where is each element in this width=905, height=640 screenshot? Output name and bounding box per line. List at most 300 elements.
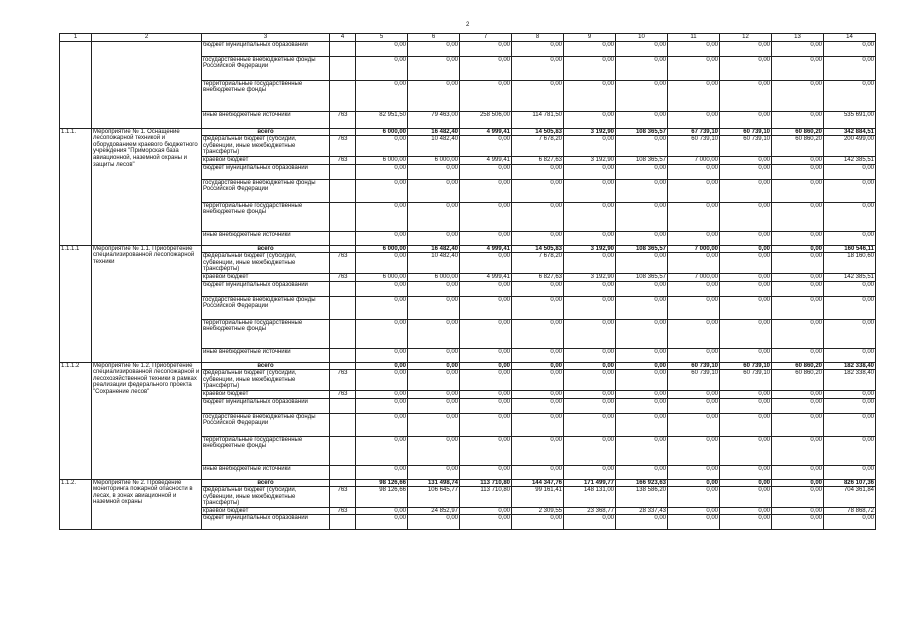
value-cell: 6 000,00 xyxy=(356,245,408,253)
value-cell: 16 482,40 xyxy=(408,128,460,136)
value-cell: 0,00 xyxy=(564,319,616,348)
value-cell: 0,00 xyxy=(356,348,408,362)
funding-source-cell: иные внебюджетные источники xyxy=(202,231,330,245)
value-cell: 0,00 xyxy=(460,515,512,530)
code-cell xyxy=(330,319,356,348)
column-number-cell: 7 xyxy=(460,34,512,42)
value-cell: 0,00 xyxy=(772,164,824,179)
value-cell: 0,00 xyxy=(356,179,408,202)
value-cell: 0,00 xyxy=(512,231,564,245)
value-cell: 14 505,83 xyxy=(512,245,564,253)
activity-name-cell: Мероприятие № 1. Оснащение лесопожарной техникой и оборудованием краевого бюджетного учреждения "Приморская база авиационной, наземной охраны и защиты лесов" xyxy=(92,128,202,245)
value-cell: 0,00 xyxy=(408,319,460,348)
value-cell: 28 337,43 xyxy=(616,507,668,515)
value-cell: 0,00 xyxy=(720,245,772,253)
value-cell: 0,00 xyxy=(356,507,408,515)
value-cell: 0,00 xyxy=(668,413,720,436)
activity-number-cell: 1.1.1. xyxy=(60,128,92,245)
value-cell: 60 860,20 xyxy=(772,128,824,136)
value-cell: 0,00 xyxy=(460,348,512,362)
table-row xyxy=(60,362,876,370)
value-cell: 0,00 xyxy=(408,296,460,319)
funding-source-cell: бюджет муниципальных образований xyxy=(202,164,330,179)
value-cell: 60 739,10 xyxy=(720,362,772,370)
funding-source-cell: всего xyxy=(202,245,330,253)
value-cell: 0,00 xyxy=(668,56,720,80)
activity-number-cell: 1.1.1.2 xyxy=(60,362,92,479)
value-cell: 0,00 xyxy=(668,390,720,398)
value-cell: 0,00 xyxy=(356,164,408,179)
funding-source-cell: бюджет муниципальных образований xyxy=(202,41,330,56)
value-cell: 0,00 xyxy=(564,164,616,179)
funding-source-cell: федеральный бюджет (субсидии, субвенции, иные межбюджетные трансферты) xyxy=(202,136,330,157)
value-cell: 535 691,00 xyxy=(824,111,876,128)
value-cell: 0,00 xyxy=(460,136,512,157)
value-cell: 14 505,83 xyxy=(512,128,564,136)
value-cell: 0,00 xyxy=(564,41,616,56)
funding-source-cell: федеральный бюджет (субсидии, субвенции, иные межбюджетные трансферты) xyxy=(202,253,330,274)
value-cell: 138 586,20 xyxy=(616,487,668,508)
value-cell: 0,00 xyxy=(772,245,824,253)
code-cell: 763 xyxy=(330,507,356,515)
value-cell: 0,00 xyxy=(356,413,408,436)
value-cell: 0,00 xyxy=(772,348,824,362)
value-cell: 0,00 xyxy=(356,56,408,80)
value-cell: 0,00 xyxy=(668,202,720,231)
value-cell: 0,00 xyxy=(824,413,876,436)
value-cell: 0,00 xyxy=(616,136,668,157)
value-cell: 0,00 xyxy=(512,362,564,370)
value-cell: 0,00 xyxy=(356,362,408,370)
value-cell: 0,00 xyxy=(668,436,720,465)
value-cell: 78 868,72 xyxy=(824,507,876,515)
value-cell: 0,00 xyxy=(512,202,564,231)
column-number-cell: 1 xyxy=(60,34,92,42)
value-cell: 0,00 xyxy=(668,296,720,319)
value-cell: 0,00 xyxy=(356,370,408,391)
value-cell: 131 498,74 xyxy=(408,479,460,487)
value-cell: 0,00 xyxy=(512,296,564,319)
value-cell: 60 739,10 xyxy=(668,370,720,391)
value-cell: 0,00 xyxy=(564,465,616,479)
value-cell: 0,00 xyxy=(720,80,772,111)
value-cell: 0,00 xyxy=(616,465,668,479)
value-cell: 0,00 xyxy=(824,56,876,80)
value-cell: 0,00 xyxy=(564,281,616,296)
value-cell: 0,00 xyxy=(720,436,772,465)
value-cell: 0,00 xyxy=(720,479,772,487)
value-cell: 106 645,77 xyxy=(408,487,460,508)
header-row xyxy=(60,34,876,42)
value-cell: 0,00 xyxy=(720,41,772,56)
value-cell: 0,00 xyxy=(772,179,824,202)
activity-name-cell: Мероприятие № 2. Проведение мониторинга пожарной опасности в лесах, в зонах авиационной и наземной охраны xyxy=(92,479,202,530)
value-cell: 342 884,51 xyxy=(824,128,876,136)
value-cell: 0,00 xyxy=(356,296,408,319)
value-cell: 142 385,51 xyxy=(824,156,876,164)
value-cell: 0,00 xyxy=(824,436,876,465)
value-cell: 0,00 xyxy=(616,231,668,245)
value-cell: 82 951,50 xyxy=(356,111,408,128)
code-cell xyxy=(330,436,356,465)
value-cell: 0,00 xyxy=(720,202,772,231)
value-cell: 0,00 xyxy=(668,348,720,362)
table-row xyxy=(60,128,876,136)
code-cell xyxy=(330,413,356,436)
value-cell: 0,00 xyxy=(720,487,772,508)
value-cell: 0,00 xyxy=(616,296,668,319)
value-cell: 0,00 xyxy=(616,80,668,111)
value-cell: 0,00 xyxy=(772,56,824,80)
value-cell: 0,00 xyxy=(720,156,772,164)
value-cell: 2 309,55 xyxy=(512,507,564,515)
funding-source-cell: федеральный бюджет (субсидии, субвенции, иные межбюджетные трансферты) xyxy=(202,370,330,391)
value-cell: 0,00 xyxy=(512,370,564,391)
value-cell: 3 192,90 xyxy=(564,156,616,164)
value-cell: 0,00 xyxy=(668,41,720,56)
value-cell: 16 482,40 xyxy=(408,245,460,253)
value-cell: 0,00 xyxy=(668,111,720,128)
value-cell: 0,00 xyxy=(720,111,772,128)
value-cell: 0,00 xyxy=(564,56,616,80)
funding-source-cell: территориальные государственные внебюджетные фонды xyxy=(202,80,330,111)
value-cell: 0,00 xyxy=(356,41,408,56)
value-cell: 4 999,41 xyxy=(460,128,512,136)
value-cell: 0,00 xyxy=(772,80,824,111)
code-cell xyxy=(330,80,356,111)
value-cell: 0,00 xyxy=(824,41,876,56)
value-cell: 0,00 xyxy=(512,515,564,530)
value-cell: 0,00 xyxy=(512,179,564,202)
value-cell: 0,00 xyxy=(824,390,876,398)
value-cell: 0,00 xyxy=(356,202,408,231)
value-cell: 0,00 xyxy=(668,515,720,530)
value-cell: 0,00 xyxy=(616,436,668,465)
value-cell: 0,00 xyxy=(824,398,876,413)
activity-name-cell: Мероприятие № 1.1. Приобретение специализированной лесопожарной техники xyxy=(92,245,202,362)
value-cell: 0,00 xyxy=(512,348,564,362)
value-cell: 60 739,10 xyxy=(720,128,772,136)
value-cell: 0,00 xyxy=(408,413,460,436)
value-cell: 0,00 xyxy=(772,253,824,274)
value-cell: 0,00 xyxy=(408,179,460,202)
value-cell: 113 710,80 xyxy=(460,487,512,508)
value-cell: 0,00 xyxy=(616,253,668,274)
value-cell: 0,00 xyxy=(668,164,720,179)
column-number-cell: 9 xyxy=(564,34,616,42)
table-row xyxy=(60,479,876,487)
activity-number-cell: 1.1.1.1 xyxy=(60,245,92,362)
value-cell: 0,00 xyxy=(408,56,460,80)
value-cell: 0,00 xyxy=(616,515,668,530)
value-cell: 0,00 xyxy=(564,398,616,413)
funding-source-cell: государственные внебюджетные фонды Российской Федерации xyxy=(202,413,330,436)
table-row xyxy=(60,41,876,56)
value-cell: 0,00 xyxy=(616,370,668,391)
value-cell: 166 923,63 xyxy=(616,479,668,487)
value-cell: 79 463,00 xyxy=(408,111,460,128)
value-cell: 0,00 xyxy=(616,281,668,296)
value-cell: 108 365,57 xyxy=(616,128,668,136)
code-cell xyxy=(330,179,356,202)
value-cell: 0,00 xyxy=(616,164,668,179)
value-cell: 0,00 xyxy=(720,398,772,413)
value-cell: 0,00 xyxy=(408,202,460,231)
funding-source-cell: всего xyxy=(202,128,330,136)
value-cell: 108 365,57 xyxy=(616,156,668,164)
value-cell: 0,00 xyxy=(824,296,876,319)
value-cell: 0,00 xyxy=(564,202,616,231)
value-cell: 60 739,10 xyxy=(668,362,720,370)
value-cell: 60 739,10 xyxy=(668,136,720,157)
value-cell: 171 499,77 xyxy=(564,479,616,487)
value-cell: 0,00 xyxy=(668,253,720,274)
value-cell: 0,00 xyxy=(668,231,720,245)
value-cell: 0,00 xyxy=(460,390,512,398)
value-cell: 0,00 xyxy=(408,465,460,479)
value-cell: 0,00 xyxy=(616,56,668,80)
funding-source-cell: бюджет муниципальных образований xyxy=(202,515,330,530)
code-cell xyxy=(330,164,356,179)
value-cell: 0,00 xyxy=(720,465,772,479)
value-cell: 0,00 xyxy=(512,56,564,80)
value-cell: 7 678,20 xyxy=(512,253,564,274)
code-cell xyxy=(330,128,356,136)
value-cell: 0,00 xyxy=(356,465,408,479)
value-cell: 0,00 xyxy=(668,507,720,515)
value-cell: 0,00 xyxy=(460,80,512,111)
funding-source-cell: краевой бюджет xyxy=(202,390,330,398)
value-cell: 60 739,10 xyxy=(720,136,772,157)
value-cell: 0,00 xyxy=(824,80,876,111)
value-cell: 0,00 xyxy=(408,41,460,56)
code-cell: 763 xyxy=(330,156,356,164)
value-cell: 0,00 xyxy=(772,515,824,530)
value-cell: 0,00 xyxy=(460,436,512,465)
value-cell: 7 678,20 xyxy=(512,136,564,157)
value-cell: 0,00 xyxy=(564,390,616,398)
code-cell: 763 xyxy=(330,111,356,128)
value-cell: 0,00 xyxy=(668,179,720,202)
value-cell: 258 506,00 xyxy=(460,111,512,128)
value-cell: 99 161,41 xyxy=(512,487,564,508)
value-cell: 6 000,00 xyxy=(408,156,460,164)
code-cell xyxy=(330,281,356,296)
value-cell: 4 999,41 xyxy=(460,273,512,281)
value-cell: 113 710,80 xyxy=(460,479,512,487)
code-cell xyxy=(330,398,356,413)
funding-source-cell: всего xyxy=(202,362,330,370)
column-number-cell: 12 xyxy=(720,34,772,42)
value-cell: 0,00 xyxy=(460,319,512,348)
value-cell: 0,00 xyxy=(564,362,616,370)
value-cell: 0,00 xyxy=(512,390,564,398)
value-cell: 0,00 xyxy=(616,319,668,348)
value-cell: 3 192,90 xyxy=(564,128,616,136)
value-cell: 0,00 xyxy=(408,436,460,465)
value-cell: 0,00 xyxy=(408,348,460,362)
value-cell: 108 365,57 xyxy=(616,273,668,281)
funding-source-cell: краевой бюджет xyxy=(202,156,330,164)
value-cell: 0,00 xyxy=(824,319,876,348)
value-cell: 0,00 xyxy=(824,164,876,179)
value-cell: 0,00 xyxy=(460,398,512,413)
value-cell: 0,00 xyxy=(668,465,720,479)
value-cell: 0,00 xyxy=(720,164,772,179)
value-cell: 3 192,90 xyxy=(564,273,616,281)
funding-source-cell: краевой бюджет xyxy=(202,273,330,281)
value-cell: 0,00 xyxy=(772,436,824,465)
funding-source-cell: иные внебюджетные источники xyxy=(202,465,330,479)
value-cell: 114 781,50 xyxy=(512,111,564,128)
value-cell: 0,00 xyxy=(356,80,408,111)
value-cell: 0,00 xyxy=(824,465,876,479)
value-cell: 826 107,36 xyxy=(824,479,876,487)
value-cell: 0,00 xyxy=(616,398,668,413)
table-row xyxy=(60,245,876,253)
value-cell: 0,00 xyxy=(772,507,824,515)
code-cell xyxy=(330,231,356,245)
value-cell: 0,00 xyxy=(720,273,772,281)
value-cell: 0,00 xyxy=(668,398,720,413)
value-cell: 0,00 xyxy=(720,413,772,436)
value-cell: 0,00 xyxy=(824,281,876,296)
code-cell: 763 xyxy=(330,487,356,508)
value-cell: 67 739,10 xyxy=(668,128,720,136)
value-cell: 0,00 xyxy=(720,390,772,398)
value-cell: 0,00 xyxy=(616,413,668,436)
code-cell xyxy=(330,479,356,487)
funding-source-cell: территориальные государственные внебюджетные фонды xyxy=(202,319,330,348)
value-cell: 0,00 xyxy=(408,362,460,370)
value-cell: 0,00 xyxy=(668,487,720,508)
value-cell: 0,00 xyxy=(460,413,512,436)
value-cell: 0,00 xyxy=(772,273,824,281)
value-cell: 10 482,40 xyxy=(408,136,460,157)
value-cell: 0,00 xyxy=(616,362,668,370)
value-cell: 0,00 xyxy=(408,515,460,530)
column-number-cell: 8 xyxy=(512,34,564,42)
value-cell: 0,00 xyxy=(824,515,876,530)
number-cell xyxy=(60,41,92,128)
funding-source-cell: бюджет муниципальных образований xyxy=(202,398,330,413)
value-cell: 7 000,00 xyxy=(668,156,720,164)
activity-name-cell xyxy=(92,41,202,128)
funding-source-cell: федеральный бюджет (субсидии, субвенции, иные межбюджетные трансферты) xyxy=(202,487,330,508)
value-cell: 0,00 xyxy=(772,281,824,296)
value-cell: 200 499,00 xyxy=(824,136,876,157)
value-cell: 0,00 xyxy=(512,413,564,436)
value-cell: 0,00 xyxy=(772,202,824,231)
value-cell: 0,00 xyxy=(824,348,876,362)
value-cell: 0,00 xyxy=(616,41,668,56)
value-cell: 0,00 xyxy=(512,398,564,413)
column-number-cell: 3 xyxy=(202,34,330,42)
value-cell: 0,00 xyxy=(460,164,512,179)
value-cell: 0,00 xyxy=(512,436,564,465)
code-cell xyxy=(330,348,356,362)
value-cell: 6 000,00 xyxy=(408,273,460,281)
value-cell: 0,00 xyxy=(824,179,876,202)
funding-source-cell: государственные внебюджетные фонды Российской Федерации xyxy=(202,179,330,202)
value-cell: 0,00 xyxy=(356,515,408,530)
value-cell: 6 000,00 xyxy=(356,156,408,164)
value-cell: 0,00 xyxy=(356,231,408,245)
value-cell: 0,00 xyxy=(720,507,772,515)
value-cell: 0,00 xyxy=(460,296,512,319)
code-cell xyxy=(330,202,356,231)
value-cell: 0,00 xyxy=(356,319,408,348)
value-cell: 0,00 xyxy=(720,231,772,245)
value-cell: 0,00 xyxy=(356,398,408,413)
value-cell: 0,00 xyxy=(772,231,824,245)
value-cell: 0,00 xyxy=(772,41,824,56)
code-cell xyxy=(330,41,356,56)
value-cell: 0,00 xyxy=(460,179,512,202)
value-cell: 0,00 xyxy=(668,281,720,296)
value-cell: 0,00 xyxy=(512,281,564,296)
value-cell: 0,00 xyxy=(356,281,408,296)
value-cell: 6 827,63 xyxy=(512,273,564,281)
column-number-cell: 13 xyxy=(772,34,824,42)
value-cell: 0,00 xyxy=(356,253,408,274)
value-cell: 60 860,20 xyxy=(772,136,824,157)
value-cell: 0,00 xyxy=(720,319,772,348)
value-cell: 0,00 xyxy=(408,370,460,391)
value-cell: 160 546,11 xyxy=(824,245,876,253)
value-cell: 0,00 xyxy=(720,515,772,530)
value-cell: 0,00 xyxy=(512,164,564,179)
code-cell xyxy=(330,515,356,530)
value-cell: 60 860,20 xyxy=(772,362,824,370)
code-cell xyxy=(330,245,356,253)
funding-source-cell: территориальные государственные внебюджетные фонды xyxy=(202,202,330,231)
code-cell: 763 xyxy=(330,370,356,391)
value-cell: 0,00 xyxy=(668,319,720,348)
funding-source-cell: иные внебюджетные источники xyxy=(202,111,330,128)
column-number-cell: 5 xyxy=(356,34,408,42)
funding-source-cell: иные внебюджетные источники xyxy=(202,348,330,362)
value-cell: 0,00 xyxy=(772,413,824,436)
value-cell: 0,00 xyxy=(824,231,876,245)
value-cell: 24 852,97 xyxy=(408,507,460,515)
value-cell: 0,00 xyxy=(512,41,564,56)
code-cell xyxy=(330,296,356,319)
value-cell: 0,00 xyxy=(564,136,616,157)
value-cell: 0,00 xyxy=(460,465,512,479)
value-cell: 0,00 xyxy=(460,507,512,515)
page-number: 2 xyxy=(466,22,470,28)
value-cell: 0,00 xyxy=(564,253,616,274)
value-cell: 4 999,41 xyxy=(460,245,512,253)
code-cell xyxy=(330,56,356,80)
value-cell: 0,00 xyxy=(460,56,512,80)
value-cell: 0,00 xyxy=(564,413,616,436)
value-cell: 0,00 xyxy=(668,479,720,487)
value-cell: 6 000,00 xyxy=(356,273,408,281)
value-cell: 0,00 xyxy=(720,296,772,319)
value-cell: 0,00 xyxy=(720,56,772,80)
value-cell: 4 999,41 xyxy=(460,156,512,164)
value-cell: 0,00 xyxy=(564,436,616,465)
value-cell: 0,00 xyxy=(460,41,512,56)
value-cell: 0,00 xyxy=(460,253,512,274)
value-cell: 0,00 xyxy=(512,319,564,348)
value-cell: 0,00 xyxy=(460,362,512,370)
value-cell: 0,00 xyxy=(668,80,720,111)
activity-name-cell: Мероприятие № 1.2. Приобретение специализированной лесопожарной и лесохозяйственной техники в рамках реализации федерального проекта "Сохранение лесов" xyxy=(92,362,202,479)
value-cell: 0,00 xyxy=(720,281,772,296)
